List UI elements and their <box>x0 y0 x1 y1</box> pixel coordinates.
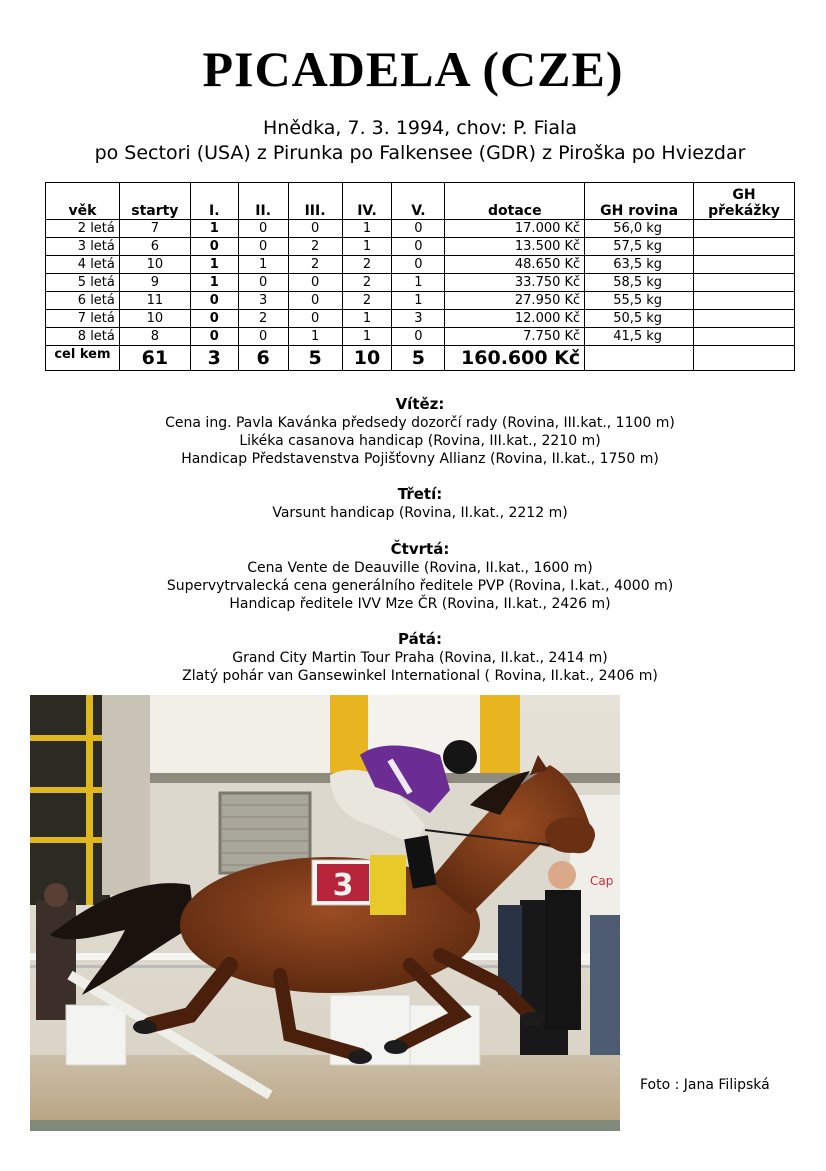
table-cell: 0 <box>288 310 342 328</box>
table-cell <box>694 310 795 328</box>
table-row <box>46 328 795 346</box>
table-cell: 6 <box>119 238 190 256</box>
table-header-row <box>46 183 795 220</box>
svg-text:Cap: Cap <box>590 874 614 888</box>
table-cell: 2 <box>288 256 342 274</box>
table-cell: 160.600 Kč <box>445 346 585 371</box>
table-cell: 10 <box>342 346 392 371</box>
table-row <box>46 256 795 274</box>
table-cell: 5 <box>392 346 445 371</box>
result-section <box>0 540 826 613</box>
table-cell: 1 <box>342 310 392 328</box>
table-cell: 1 <box>342 220 392 238</box>
age-cell: 5 letá <box>46 274 120 292</box>
table-cell: 10 <box>119 256 190 274</box>
table-cell: 56,0 kg <box>585 220 694 238</box>
table-cell: 5 <box>288 346 342 371</box>
table-cell: 41,5 kg <box>585 328 694 346</box>
table-cell: 1 <box>342 328 392 346</box>
table-cell: 7 <box>119 220 190 238</box>
table-row <box>46 220 795 238</box>
table-cell: 2 <box>342 274 392 292</box>
table-row <box>46 310 795 328</box>
table-cell: 0 <box>238 220 288 238</box>
table-cell: 55,5 kg <box>585 292 694 310</box>
col-header: GH překážky <box>694 183 795 220</box>
table-cell: 0 <box>392 220 445 238</box>
table-cell: 0 <box>392 238 445 256</box>
col-header: starty <box>119 183 190 220</box>
table-cell: 63,5 kg <box>585 256 694 274</box>
col-header: IV. <box>342 183 392 220</box>
table-cell: 10 <box>119 310 190 328</box>
table-cell: 1 <box>288 328 342 346</box>
table-cell: 0 <box>238 274 288 292</box>
table-cell: 0 <box>238 238 288 256</box>
table-cell <box>694 220 795 238</box>
table-cell: 48.650 Kč <box>445 256 585 274</box>
table-cell: 3 <box>190 346 238 371</box>
col-header: V. <box>392 183 445 220</box>
age-cell: 4 letá <box>46 256 120 274</box>
table-cell: 7.750 Kč <box>445 328 585 346</box>
table-cell: 58,5 kg <box>585 274 694 292</box>
table-cell: 13.500 Kč <box>445 238 585 256</box>
race-line: Cena Vente de Deauville (Rovina, II.kat., 1600 m) <box>247 560 593 576</box>
saddle-number: 3 <box>332 868 354 903</box>
table-cell: 33.750 Kč <box>445 274 585 292</box>
table-cell: 0 <box>288 220 342 238</box>
section-heading: Čtvrtá: <box>390 540 450 558</box>
section-heading: Vítěz: <box>395 395 445 413</box>
table-cell: 1 <box>190 274 238 292</box>
table-row <box>46 274 795 292</box>
table-cell <box>585 346 694 371</box>
table-cell: 17.000 Kč <box>445 220 585 238</box>
table-cell: 1 <box>342 238 392 256</box>
table-row <box>46 238 795 256</box>
race-line: Grand City Martin Tour Praha (Rovina, II.kat., 2414 m) <box>232 650 608 666</box>
table-cell <box>694 238 795 256</box>
col-header: III. <box>288 183 342 220</box>
table-cell: 3 <box>392 310 445 328</box>
col-header: věk <box>46 183 120 220</box>
results-table <box>45 182 795 371</box>
table-cell: 8 <box>119 328 190 346</box>
age-cell: 3 letá <box>46 238 120 256</box>
horse-details: Hnědka, 7. 3. 1994, chov: P. Fiala <box>263 117 577 139</box>
race-line: Handicap Představenstva Pojišťovny Allianz (Rovina, II.kat., 1750 m) <box>181 451 659 467</box>
table-cell: 50,5 kg <box>585 310 694 328</box>
table-cell: 0 <box>190 310 238 328</box>
page-title: PICADELA (CZE) <box>202 41 624 97</box>
table-cell <box>694 274 795 292</box>
photo-credit: Foto : Jana Filipská <box>640 1077 770 1093</box>
table-cell: 2 <box>342 292 392 310</box>
race-line: Handicap ředitele IVV Mze ČR (Rovina, II.kat., 2426 m) <box>229 596 611 612</box>
table-cell: 1 <box>392 292 445 310</box>
table-cell: 27.950 Kč <box>445 292 585 310</box>
table-cell <box>694 328 795 346</box>
table-cell: 1 <box>190 220 238 238</box>
col-header: I. <box>190 183 238 220</box>
table-cell: 0 <box>190 238 238 256</box>
section-heading: Pátá: <box>397 630 442 648</box>
table-cell: 1 <box>392 274 445 292</box>
col-header: II. <box>238 183 288 220</box>
table-cell: 12.000 Kč <box>445 310 585 328</box>
table-total-row <box>46 346 795 371</box>
col-header: dotace <box>445 183 585 220</box>
table-cell <box>694 256 795 274</box>
race-line: Varsunt handicap (Rovina, II.kat., 2212 m) <box>272 505 568 521</box>
table-cell: 11 <box>119 292 190 310</box>
table-cell: 3 <box>238 292 288 310</box>
table-cell: 1 <box>238 256 288 274</box>
race-line: Likéka casanova handicap (Rovina, III.kat., 2210 m) <box>239 433 601 449</box>
result-section <box>0 395 826 468</box>
total-label: cel kem <box>46 346 120 371</box>
table-cell: 0 <box>190 292 238 310</box>
table-cell: 6 <box>238 346 288 371</box>
result-section <box>0 485 826 522</box>
pedigree: po Sectori (USA) z Pirunka po Falkensee (GDR) z Piroška po Hviezdar <box>94 142 746 164</box>
col-header: GH rovina <box>585 183 694 220</box>
table-cell: 0 <box>392 328 445 346</box>
table-cell: 57,5 kg <box>585 238 694 256</box>
race-line: Cena ing. Pavla Kavánka předsedy dozorčí rady (Rovina, III.kat., 1100 m) <box>165 415 675 431</box>
result-section <box>0 630 826 685</box>
table-cell: 9 <box>119 274 190 292</box>
table-cell <box>694 292 795 310</box>
table-cell: 0 <box>190 328 238 346</box>
table-cell: 2 <box>342 256 392 274</box>
table-cell: 0 <box>392 256 445 274</box>
table-cell: 0 <box>288 292 342 310</box>
race-line: Zlatý pohár van Gansewinkel International ( Rovina, II.kat., 2406 m) <box>182 668 658 684</box>
age-cell: 8 letá <box>46 328 120 346</box>
race-photo <box>30 695 620 1131</box>
table-cell <box>694 346 795 371</box>
table-cell: 2 <box>288 238 342 256</box>
table-cell: 0 <box>238 328 288 346</box>
table-cell: 0 <box>288 274 342 292</box>
table-cell: 2 <box>238 310 288 328</box>
table-cell: 61 <box>119 346 190 371</box>
age-cell: 6 letá <box>46 292 120 310</box>
race-line: Supervytrvalecká cena generálního ředitele PVP (Rovina, I.kat., 4000 m) <box>166 578 674 594</box>
age-cell: 7 letá <box>46 310 120 328</box>
table-row <box>46 292 795 310</box>
table-cell: 1 <box>190 256 238 274</box>
section-heading: Třetí: <box>397 485 443 503</box>
age-cell: 2 letá <box>46 220 120 238</box>
